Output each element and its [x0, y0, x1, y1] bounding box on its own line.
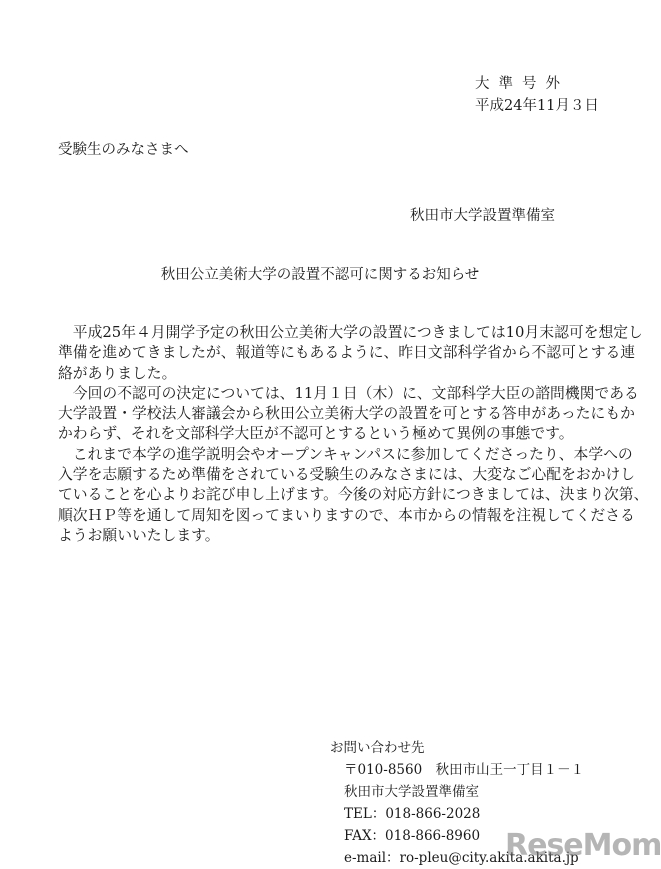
sender: 秋田市大学設置準備室: [410, 208, 555, 224]
body-line: これまで本学の進学説明会やオープンキャンパスに参加してくださったり、本学への: [58, 445, 633, 463]
body-line: 入学を志願するため準備をされている受験生のみなさまには、大変なご心配をおかけし: [58, 466, 636, 484]
contact-heading: お問い合わせ先: [330, 740, 425, 756]
body-line: ようお願いいたします。: [58, 526, 220, 544]
addressee: 受験生のみなさまへ: [58, 142, 189, 158]
document-title: 秋田公立美術大学の設置不認可に関するお知らせ: [160, 267, 480, 283]
document-reference-number: 大準号外: [475, 76, 569, 92]
body-line: かわらず、それを文部科学大臣が不認可とするという極めて異例の事態です。: [58, 425, 574, 443]
body-line: ていることを心よりお詫び申し上げます。今後の対応方針につきましては、決まり次第、: [58, 486, 649, 504]
document-date: 平成24年11月３日: [475, 98, 599, 114]
contact-email: e-mail：ro-pleu@city.akita.akita.jp: [344, 850, 579, 866]
contact-office: 秋田市大学設置準備室: [344, 784, 479, 800]
body-line: 平成25年４月開学予定の秋田公立美術大学の設置につきましては10月末認可を想定し: [58, 324, 643, 341]
body-line: 今回の不認可の決定については、11月１日（木）に、文部科学大臣の諮問機関である: [58, 384, 639, 402]
body-line: 準備を進めてきましたが、報道等にもあるように、昨日文部科学省から不認可とする連: [58, 344, 636, 362]
contact-tel: TEL：018-866-2028: [344, 806, 481, 822]
body-line: 順次ＨＰ等を通して周知を図ってまいりますので、本市からの情報を注視してくださる: [58, 506, 635, 524]
resemom-watermark-logo: ReseMom: [505, 828, 661, 863]
body-line: 絡がありました。: [58, 364, 177, 382]
body-line: 大学設置・学校法人審議会から秋田公立美術大学の設置を可とする答申があったにもか: [58, 405, 635, 423]
contact-address: 〒010-8560 秋田市山王一丁目１－１: [344, 762, 585, 778]
contact-fax: FAX：018-866-8960: [344, 828, 481, 844]
document-body: [58, 323, 648, 546]
